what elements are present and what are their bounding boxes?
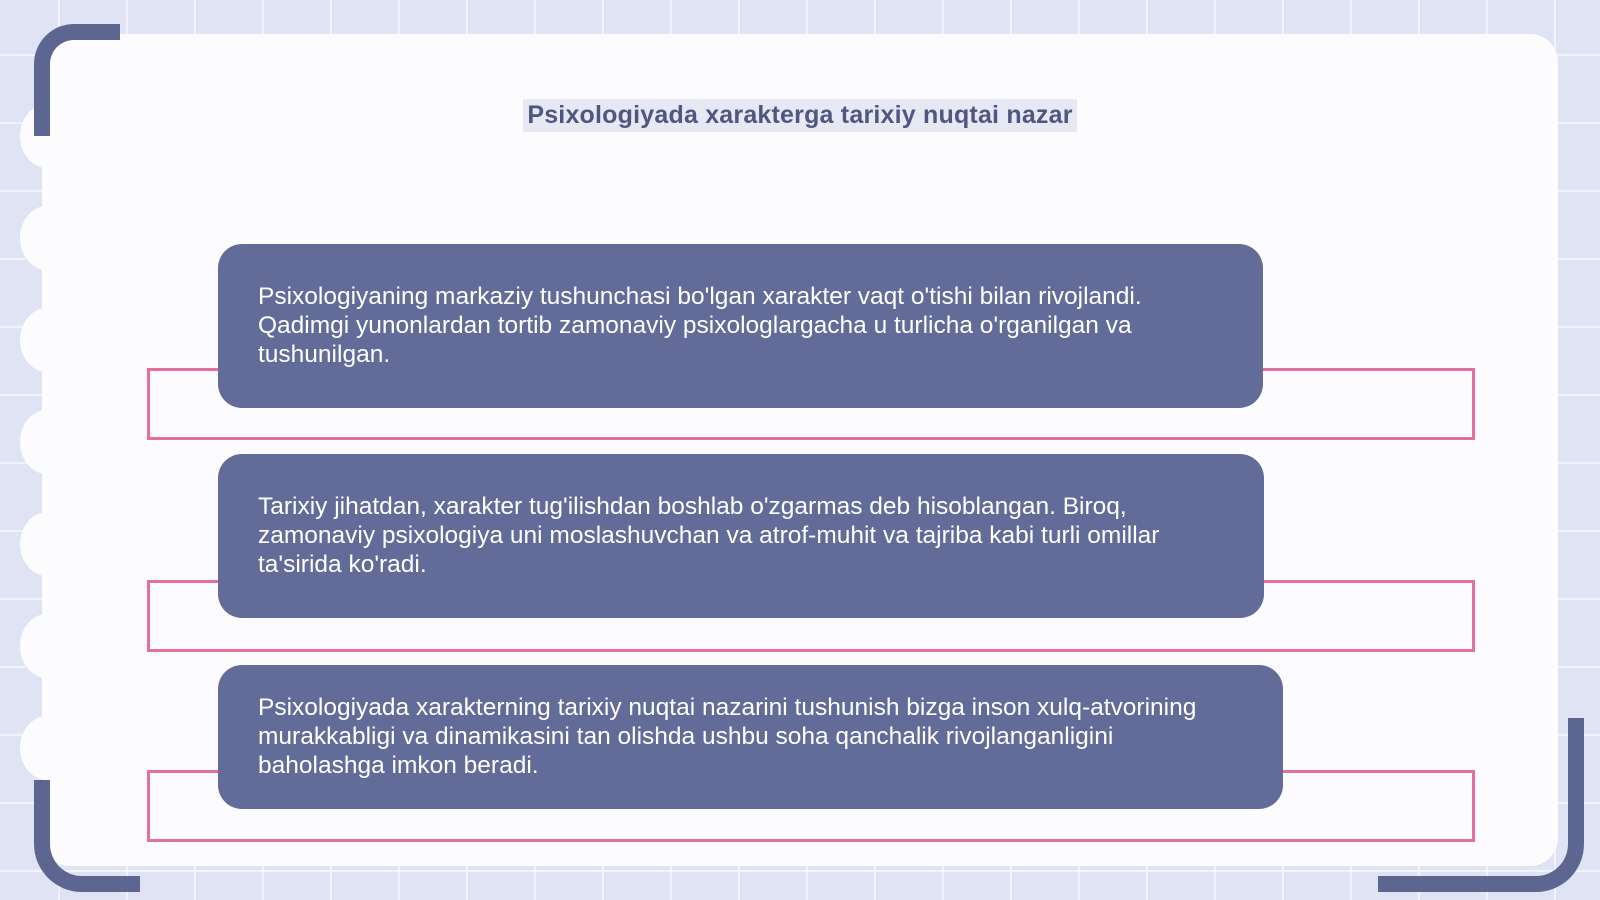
card-text: Psixologiyada xarakterning tarixiy nuqtai nazarini tushunish bizga inson xulq-atvorining murakkabligi va dinamikasini tan olishda ushbu soha qanchalik rivojlanganligini baholashga imkon beradi. bbox=[258, 694, 1197, 779]
paper-scallop bbox=[20, 614, 74, 678]
slide-title-wrapper bbox=[0, 94, 1600, 132]
paper-scallop bbox=[20, 308, 74, 372]
corner-bracket-bottom-left bbox=[34, 780, 140, 892]
paper-scallop bbox=[20, 716, 74, 780]
card-text: Psixologiyaning markaziy tushunchasi bo'lgan xarakter vaqt o'tishi bilan rivojlandi. Qadimgi yunonlardan tortib zamonaviy psixologlargacha u turlicha o'rganilgan va tushunilgan. bbox=[258, 283, 1142, 368]
paper-scallop bbox=[20, 206, 74, 270]
card-text: Tarixiy jihatdan, xarakter tug'ilishdan boshlab o'zgarmas deb hisoblangan. Biroq, zamonaviy psixologiya uni moslashuvchan va atrof-muhit va tajriba kabi turli omillar ta'sirida ko'radi. bbox=[258, 493, 1160, 578]
paper-scallop bbox=[20, 410, 74, 474]
slide-title: Psixologiyada xarakterga tarixiy nuqtai nazar bbox=[523, 99, 1076, 132]
text-card-2 bbox=[218, 454, 1264, 618]
text-card-3 bbox=[218, 665, 1283, 809]
paper-scallop bbox=[20, 512, 74, 576]
text-card-1 bbox=[218, 244, 1263, 408]
